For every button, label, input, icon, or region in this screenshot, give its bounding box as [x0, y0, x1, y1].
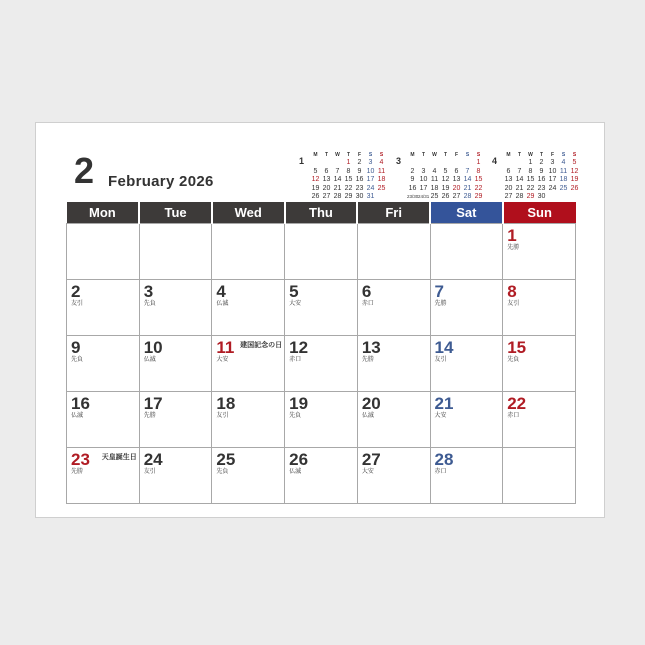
weekday-header-fri: Fri — [357, 202, 430, 224]
mini-day: 9 — [539, 167, 544, 175]
mini-weekday: T — [539, 152, 544, 158]
mini-day: 4 — [561, 159, 566, 166]
day-cell[interactable] — [212, 448, 285, 504]
day-number: 27 — [361, 450, 381, 469]
rokuyo-label: 先勝 — [361, 357, 374, 363]
mini-day: 7 — [335, 167, 340, 175]
mini-day: 15 — [526, 176, 535, 184]
mini-day: 8 — [346, 167, 351, 175]
mini-day: 25 — [377, 184, 386, 192]
mini-day — [514, 159, 525, 168]
mini-calendar-april — [492, 151, 589, 202]
day-number: 1 — [507, 226, 517, 245]
day-number: 28 — [434, 450, 454, 469]
mini-day: 10 — [419, 176, 428, 184]
rokuyo-label: 友引 — [434, 357, 447, 363]
holiday-label: 天皇誕生日 — [101, 454, 137, 461]
day-number: 15 — [507, 338, 527, 357]
rokuyo-label: 赤口 — [507, 413, 520, 419]
mini-day: 21 — [515, 184, 524, 192]
day-number: 4 — [216, 282, 226, 301]
week-row — [67, 448, 576, 504]
mini-week-row — [310, 168, 396, 177]
day-number: 14 — [434, 338, 454, 357]
mini-day: 8 — [528, 167, 533, 175]
week-row — [67, 280, 576, 336]
day-cell[interactable] — [357, 392, 430, 448]
mini-day: 7 — [465, 167, 470, 175]
mini-day — [310, 159, 321, 168]
mini-day: 3 — [421, 167, 426, 175]
mini-week-row — [310, 176, 396, 185]
mini-day — [321, 159, 332, 168]
mini-day: 29 — [526, 193, 535, 201]
day-number: 6 — [361, 282, 372, 301]
mini-day: 22 — [344, 184, 353, 192]
day-cell[interactable] — [285, 280, 358, 336]
mini-week-row — [407, 185, 493, 194]
day-cell[interactable] — [139, 392, 212, 448]
mini-day: 17 — [366, 176, 375, 184]
mini-day: 6 — [324, 167, 329, 175]
mini-month-number: 1 — [299, 156, 305, 166]
holiday-label: 建国記念の日 — [240, 342, 283, 349]
mini-day: 16 — [355, 176, 364, 184]
mini-day: 23 — [355, 184, 364, 192]
mini-week-row — [310, 159, 396, 168]
mini-day — [503, 159, 514, 168]
mini-weekday: M — [410, 152, 415, 158]
mini-day: 28 — [463, 193, 472, 201]
weekday-header-tue: Tue — [139, 202, 212, 224]
mini-week-row — [310, 185, 396, 194]
day-cell[interactable] — [430, 392, 503, 448]
mini-day — [547, 193, 558, 202]
day-cell[interactable] — [430, 224, 503, 280]
mini-day: 16 — [537, 176, 546, 184]
mini-weekday: S — [476, 152, 481, 158]
mini-day: 6 — [506, 167, 511, 175]
day-cell[interactable] — [357, 224, 430, 280]
mini-weekday: F — [357, 152, 362, 158]
mini-week-row — [503, 168, 589, 177]
mini-day: 25 — [559, 184, 568, 192]
mini-day: 13 — [452, 176, 461, 184]
mini-weekday: S — [379, 152, 384, 158]
mini-week-row — [503, 159, 589, 168]
mini-weekday: S — [465, 152, 470, 158]
weekday-header-sat: Sat — [430, 202, 503, 224]
mini-day: 21 — [333, 184, 342, 192]
day-number: 13 — [361, 338, 381, 357]
calendar-sheet — [35, 122, 605, 518]
mini-day: 11 — [377, 167, 386, 175]
mini-weekday: F — [550, 152, 555, 158]
mini-day: 27 — [322, 193, 331, 201]
mini-day: 2 — [357, 159, 362, 166]
mini-day: 23/30 — [407, 194, 419, 200]
day-cell[interactable] — [139, 280, 212, 336]
rokuyo-label: 先勝 — [507, 245, 520, 251]
day-cell[interactable] — [67, 280, 140, 336]
rokuyo-label: 大安 — [361, 469, 374, 475]
rokuyo-label: 大安 — [434, 413, 447, 419]
day-cell[interactable] — [67, 392, 140, 448]
mini-day: 19 — [570, 176, 579, 184]
day-number: 8 — [507, 282, 517, 301]
mini-day: 18 — [377, 176, 386, 184]
month-grid — [66, 202, 576, 504]
mini-day: 3 — [550, 159, 555, 166]
mini-calendar-january — [299, 151, 396, 202]
day-cell[interactable] — [212, 336, 285, 392]
rokuyo-label: 赤口 — [361, 301, 374, 307]
mini-day — [332, 159, 343, 168]
mini-day: 19 — [441, 184, 450, 192]
day-cell[interactable] — [67, 224, 140, 280]
mini-day: 10 — [548, 167, 557, 175]
mini-day: 16 — [408, 184, 417, 192]
mini-weekday: W — [432, 152, 437, 158]
rokuyo-label: 友引 — [216, 413, 229, 419]
mini-day: 26 — [311, 193, 320, 201]
day-number: 24 — [143, 450, 163, 469]
mini-day: 26 — [441, 193, 450, 201]
mini-day — [440, 159, 451, 168]
mini-day: 19 — [311, 184, 320, 192]
mini-day: 1 — [346, 159, 351, 166]
mini-day: 22 — [474, 184, 483, 192]
day-number: 17 — [143, 394, 163, 413]
mini-day: 23 — [537, 184, 546, 192]
month-label: February 2026 — [108, 173, 214, 190]
mini-day: 28 — [333, 193, 342, 201]
rokuyo-label: 先負 — [507, 357, 520, 363]
mini-weekday: W — [335, 152, 340, 158]
mini-weekday-row — [310, 151, 396, 159]
mini-day: 5 — [572, 159, 577, 166]
day-cell[interactable] — [503, 448, 576, 504]
mini-month-number: 4 — [492, 156, 498, 166]
mini-day: 2 — [410, 167, 415, 175]
mini-day — [376, 193, 387, 202]
day-number: 21 — [434, 394, 454, 413]
rokuyo-label: 赤口 — [434, 469, 447, 475]
mini-day: 14 — [333, 176, 342, 184]
day-cell[interactable] — [212, 224, 285, 280]
rokuyo-label: 友引 — [143, 469, 156, 475]
day-cell[interactable] — [357, 280, 430, 336]
mini-week-row — [503, 193, 589, 202]
mini-weekday: W — [528, 152, 533, 158]
weekday-header-wed: Wed — [212, 202, 285, 224]
mini-day: 11 — [559, 167, 568, 175]
mini-day: 4 — [379, 159, 384, 166]
day-number: 2 — [71, 282, 81, 301]
rokuyo-label: 先負 — [289, 413, 302, 419]
day-cell[interactable] — [212, 280, 285, 336]
mini-weekday: T — [346, 152, 351, 158]
mini-calendar-march — [396, 151, 493, 202]
week-row — [67, 336, 576, 392]
day-cell[interactable] — [67, 336, 140, 392]
rokuyo-label: 赤口 — [289, 357, 302, 363]
mini-day: 27 — [504, 193, 513, 201]
mini-day: 18 — [430, 184, 439, 192]
mini-day: 27 — [452, 193, 461, 201]
mini-weekday: S — [572, 152, 577, 158]
mini-day — [462, 159, 473, 168]
rokuyo-label: 仏滅 — [143, 357, 156, 363]
rokuyo-label: 先負 — [143, 301, 156, 307]
mini-weekday: S — [561, 152, 566, 158]
day-number: 9 — [71, 338, 81, 357]
mini-day: 1 — [476, 159, 481, 166]
mini-week-row — [407, 193, 493, 202]
rokuyo-label: 仏滅 — [361, 413, 374, 419]
mini-day — [429, 159, 440, 168]
day-number: 3 — [143, 282, 154, 301]
mini-day: 9 — [410, 176, 415, 184]
mini-week-row — [310, 193, 396, 202]
week-row — [67, 392, 576, 448]
day-number: 19 — [289, 394, 309, 413]
day-cell[interactable] — [285, 448, 358, 504]
mini-month-number: 3 — [396, 156, 402, 166]
mini-day: 7 — [517, 167, 522, 175]
day-cell[interactable] — [139, 448, 212, 504]
rokuyo-label: 先勝 — [143, 413, 156, 419]
rokuyo-label: 友引 — [507, 301, 520, 307]
mini-weekday: T — [443, 152, 448, 158]
mini-week-row — [503, 176, 589, 185]
mini-day: 15 — [344, 176, 353, 184]
rokuyo-label: 大安 — [216, 357, 229, 363]
mini-day: 3 — [368, 159, 373, 166]
rokuyo-label: 先勝 — [434, 301, 447, 307]
mini-day: 2 — [539, 159, 544, 166]
day-number: 12 — [289, 338, 309, 357]
rokuyo-label: 先負 — [71, 357, 84, 363]
month-number: 2 — [74, 150, 95, 191]
mini-day: 17 — [548, 176, 557, 184]
mini-day: 13 — [322, 176, 331, 184]
mini-day: 29 — [344, 193, 353, 201]
day-cell[interactable] — [430, 336, 503, 392]
day-cell[interactable] — [285, 336, 358, 392]
mini-day: 21 — [463, 184, 472, 192]
mini-day: 12 — [570, 167, 579, 175]
day-cell[interactable] — [212, 392, 285, 448]
mini-weekday: T — [517, 152, 522, 158]
day-cell[interactable] — [285, 392, 358, 448]
weekday-header-row — [67, 202, 576, 224]
mini-day: 30 — [537, 193, 546, 201]
day-number: 25 — [216, 450, 236, 469]
day-cell[interactable] — [430, 280, 503, 336]
day-number: 7 — [434, 282, 444, 301]
day-cell[interactable] — [139, 336, 212, 392]
day-cell[interactable] — [67, 448, 140, 504]
mini-day: 13 — [504, 176, 513, 184]
mini-weekday: S — [368, 152, 373, 158]
mini-day: 18 — [559, 176, 568, 184]
day-cell[interactable] — [139, 224, 212, 280]
mini-day: 14 — [515, 176, 524, 184]
rokuyo-label: 仏滅 — [71, 413, 84, 419]
mini-day: 6 — [454, 167, 459, 175]
mini-weekday: T — [421, 152, 426, 158]
rokuyo-label: 仏滅 — [216, 301, 229, 307]
day-number: 22 — [507, 394, 527, 413]
mini-day: 24 — [548, 184, 557, 192]
day-cell[interactable] — [357, 336, 430, 392]
day-number: 18 — [216, 394, 236, 413]
mini-day — [558, 193, 569, 202]
day-cell[interactable] — [503, 280, 576, 336]
mini-weekday-row — [503, 151, 589, 159]
mini-day: 20 — [452, 184, 461, 192]
rokuyo-label: 先勝 — [71, 469, 84, 475]
mini-day: 5 — [443, 167, 448, 175]
mini-day: 8 — [476, 167, 481, 175]
day-number: 5 — [289, 282, 299, 301]
day-cell[interactable] — [430, 448, 503, 504]
weekday-header-thu: Thu — [285, 202, 358, 224]
mini-day: 26 — [570, 184, 579, 192]
mini-weekday: M — [313, 152, 318, 158]
weekday-header-sun: Sun — [503, 202, 576, 224]
mini-day: 17 — [419, 184, 428, 192]
mini-day: 12 — [311, 176, 320, 184]
mini-weekday: M — [506, 152, 511, 158]
day-number: 11 — [216, 338, 235, 357]
day-cell[interactable] — [503, 224, 576, 280]
rokuyo-label: 友引 — [71, 301, 84, 307]
mini-day: 9 — [357, 167, 362, 175]
mini-day: 29 — [474, 193, 483, 201]
day-number: 20 — [361, 394, 381, 413]
day-cell[interactable] — [357, 448, 430, 504]
mini-day: 31 — [366, 193, 375, 201]
day-number: 10 — [143, 338, 163, 357]
mini-week-row — [407, 159, 493, 168]
day-cell[interactable] — [503, 392, 576, 448]
mini-day: 1 — [528, 159, 533, 166]
mini-day — [451, 159, 462, 168]
rokuyo-label: 大安 — [289, 301, 302, 307]
day-number: 23 — [71, 450, 90, 469]
mini-day: 15 — [474, 176, 483, 184]
mini-week-row — [407, 176, 493, 185]
mini-week-row — [407, 168, 493, 177]
mini-weekday: T — [324, 152, 329, 158]
rokuyo-label: 先負 — [216, 469, 229, 475]
mini-day: 24/31 — [418, 194, 430, 200]
mini-weekday: F — [454, 152, 459, 158]
mini-day: 14 — [463, 176, 472, 184]
day-cell[interactable] — [503, 336, 576, 392]
mini-day: 4 — [432, 167, 437, 175]
weekday-header-mon: Mon — [67, 202, 140, 224]
week-row — [67, 224, 576, 280]
rokuyo-label: 仏滅 — [289, 469, 302, 475]
mini-week-row — [503, 185, 589, 194]
mini-day — [418, 159, 429, 168]
mini-day: 30 — [355, 193, 364, 201]
day-number: 26 — [289, 450, 309, 469]
mini-day: 5 — [313, 167, 318, 175]
month-grid-body — [67, 224, 576, 504]
mini-day — [407, 159, 418, 168]
mini-day: 11 — [430, 176, 439, 184]
mini-day: 10 — [366, 167, 375, 175]
mini-weekday-row — [407, 151, 493, 159]
mini-day: 24 — [366, 184, 375, 192]
mini-day — [569, 193, 580, 202]
mini-day: 20 — [322, 184, 331, 192]
day-number: 16 — [71, 394, 90, 413]
mini-day: 20 — [504, 184, 513, 192]
mini-day: 25 — [430, 193, 439, 201]
mini-day: 28 — [515, 193, 524, 201]
mini-day: 12 — [441, 176, 450, 184]
mini-day: 22 — [526, 184, 535, 192]
day-cell[interactable] — [285, 224, 358, 280]
